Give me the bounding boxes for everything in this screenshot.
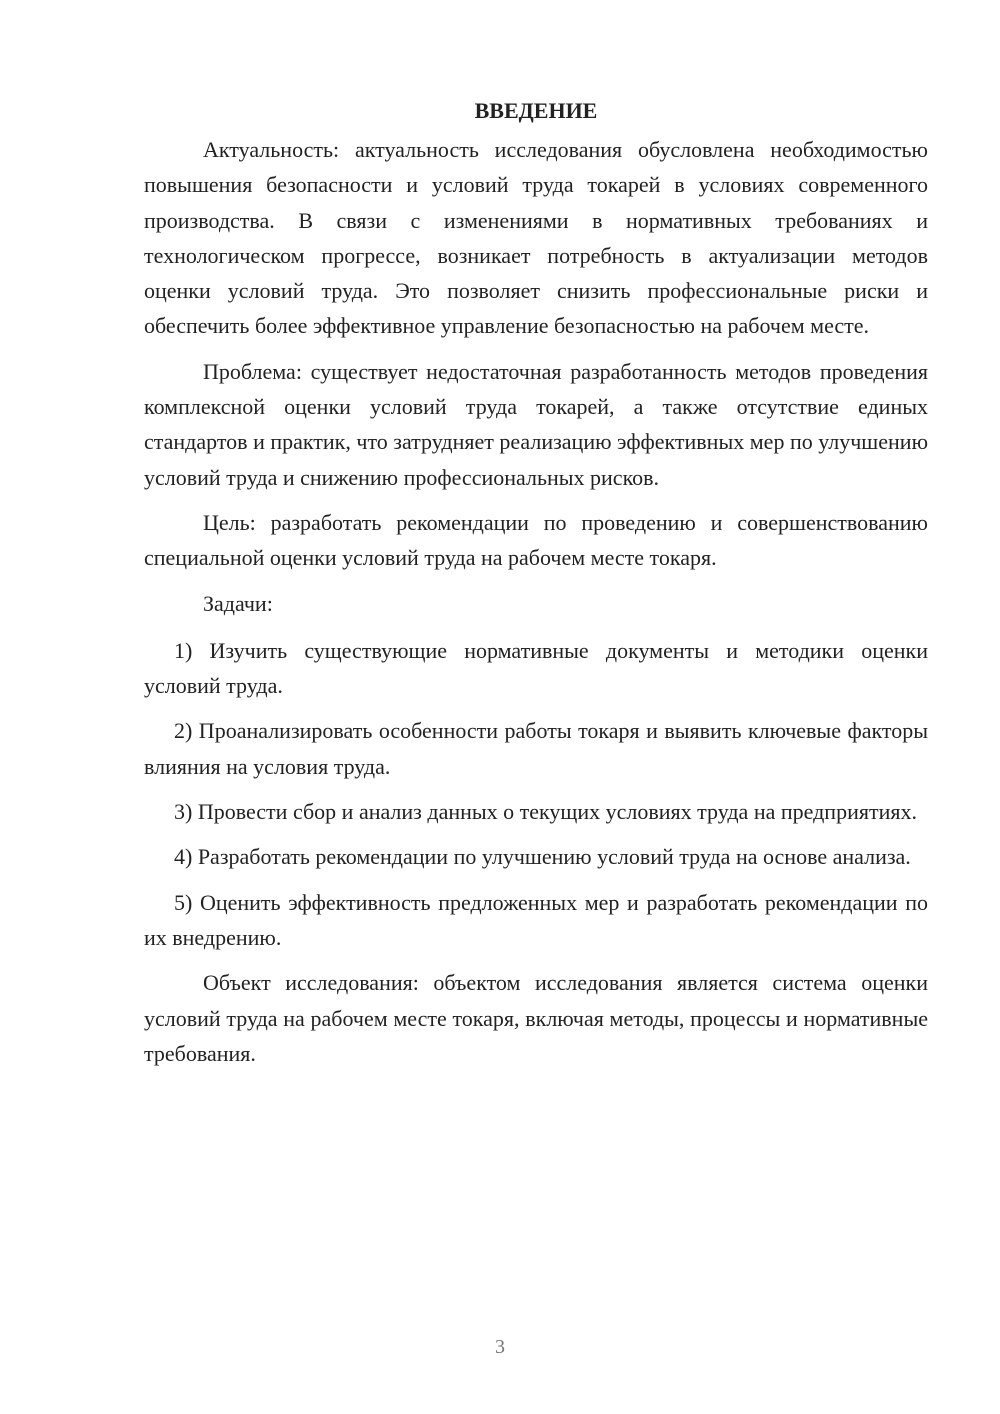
problem-paragraph: Проблема: существует недостаточная разработанность методов проведения комплексной оценки условий труда токарей, а также отсутствие единых стандартов и практик, что затрудняет реализацию эффективных мер по улучшению условий труда и снижению профессиональных рисков. (144, 358, 928, 490)
task-item: 4) Разработать рекомендации по улучшению условий труда на основе анализа. (174, 844, 911, 870)
tasks-label: Задачи: (203, 590, 273, 616)
goal-paragraph: Цель: разработать рекомендации по проведению и совершенствованию специальной оценки условий труда на рабочем месте токаря. (144, 509, 928, 571)
task-item: 3) Провести сбор и анализ данных о текущих условиях труда на предприятиях. (174, 799, 917, 825)
page-number: 3 (495, 1336, 505, 1358)
page-title: ВВЕДЕНИЕ (474, 98, 598, 123)
object-paragraph: Объект исследования: объектом исследования является система оценки условий труда на рабочем месте токаря, включая методы, процессы и нормативные требования. (144, 970, 928, 1066)
tasks-list (144, 633, 928, 955)
task-item: 2) Проанализировать особенности работы токаря и выявить ключевые факторы влияния на условия труда. (144, 718, 928, 779)
task-item: 1) Изучить существующие нормативные документы и методики оценки условий труда. (144, 637, 928, 699)
document-page (144, 96, 928, 1081)
relevance-paragraph: Актуальность: актуальность исследования обусловлена необходимостью повышения безопасности и условий труда токарей в условиях современного производства. В связи с изменениями в нормативных требованиях и технологическом прогрессе, возникает потребность в актуализации методов оценки условий труда. Это позволяет снизить профессиональные риски и обеспечить более эффективное управление безопасностью на рабочем месте. (144, 137, 928, 339)
task-item: 5) Оценить эффективность предложенных мер и разработать рекомендации по их внедрению. (144, 889, 928, 950)
